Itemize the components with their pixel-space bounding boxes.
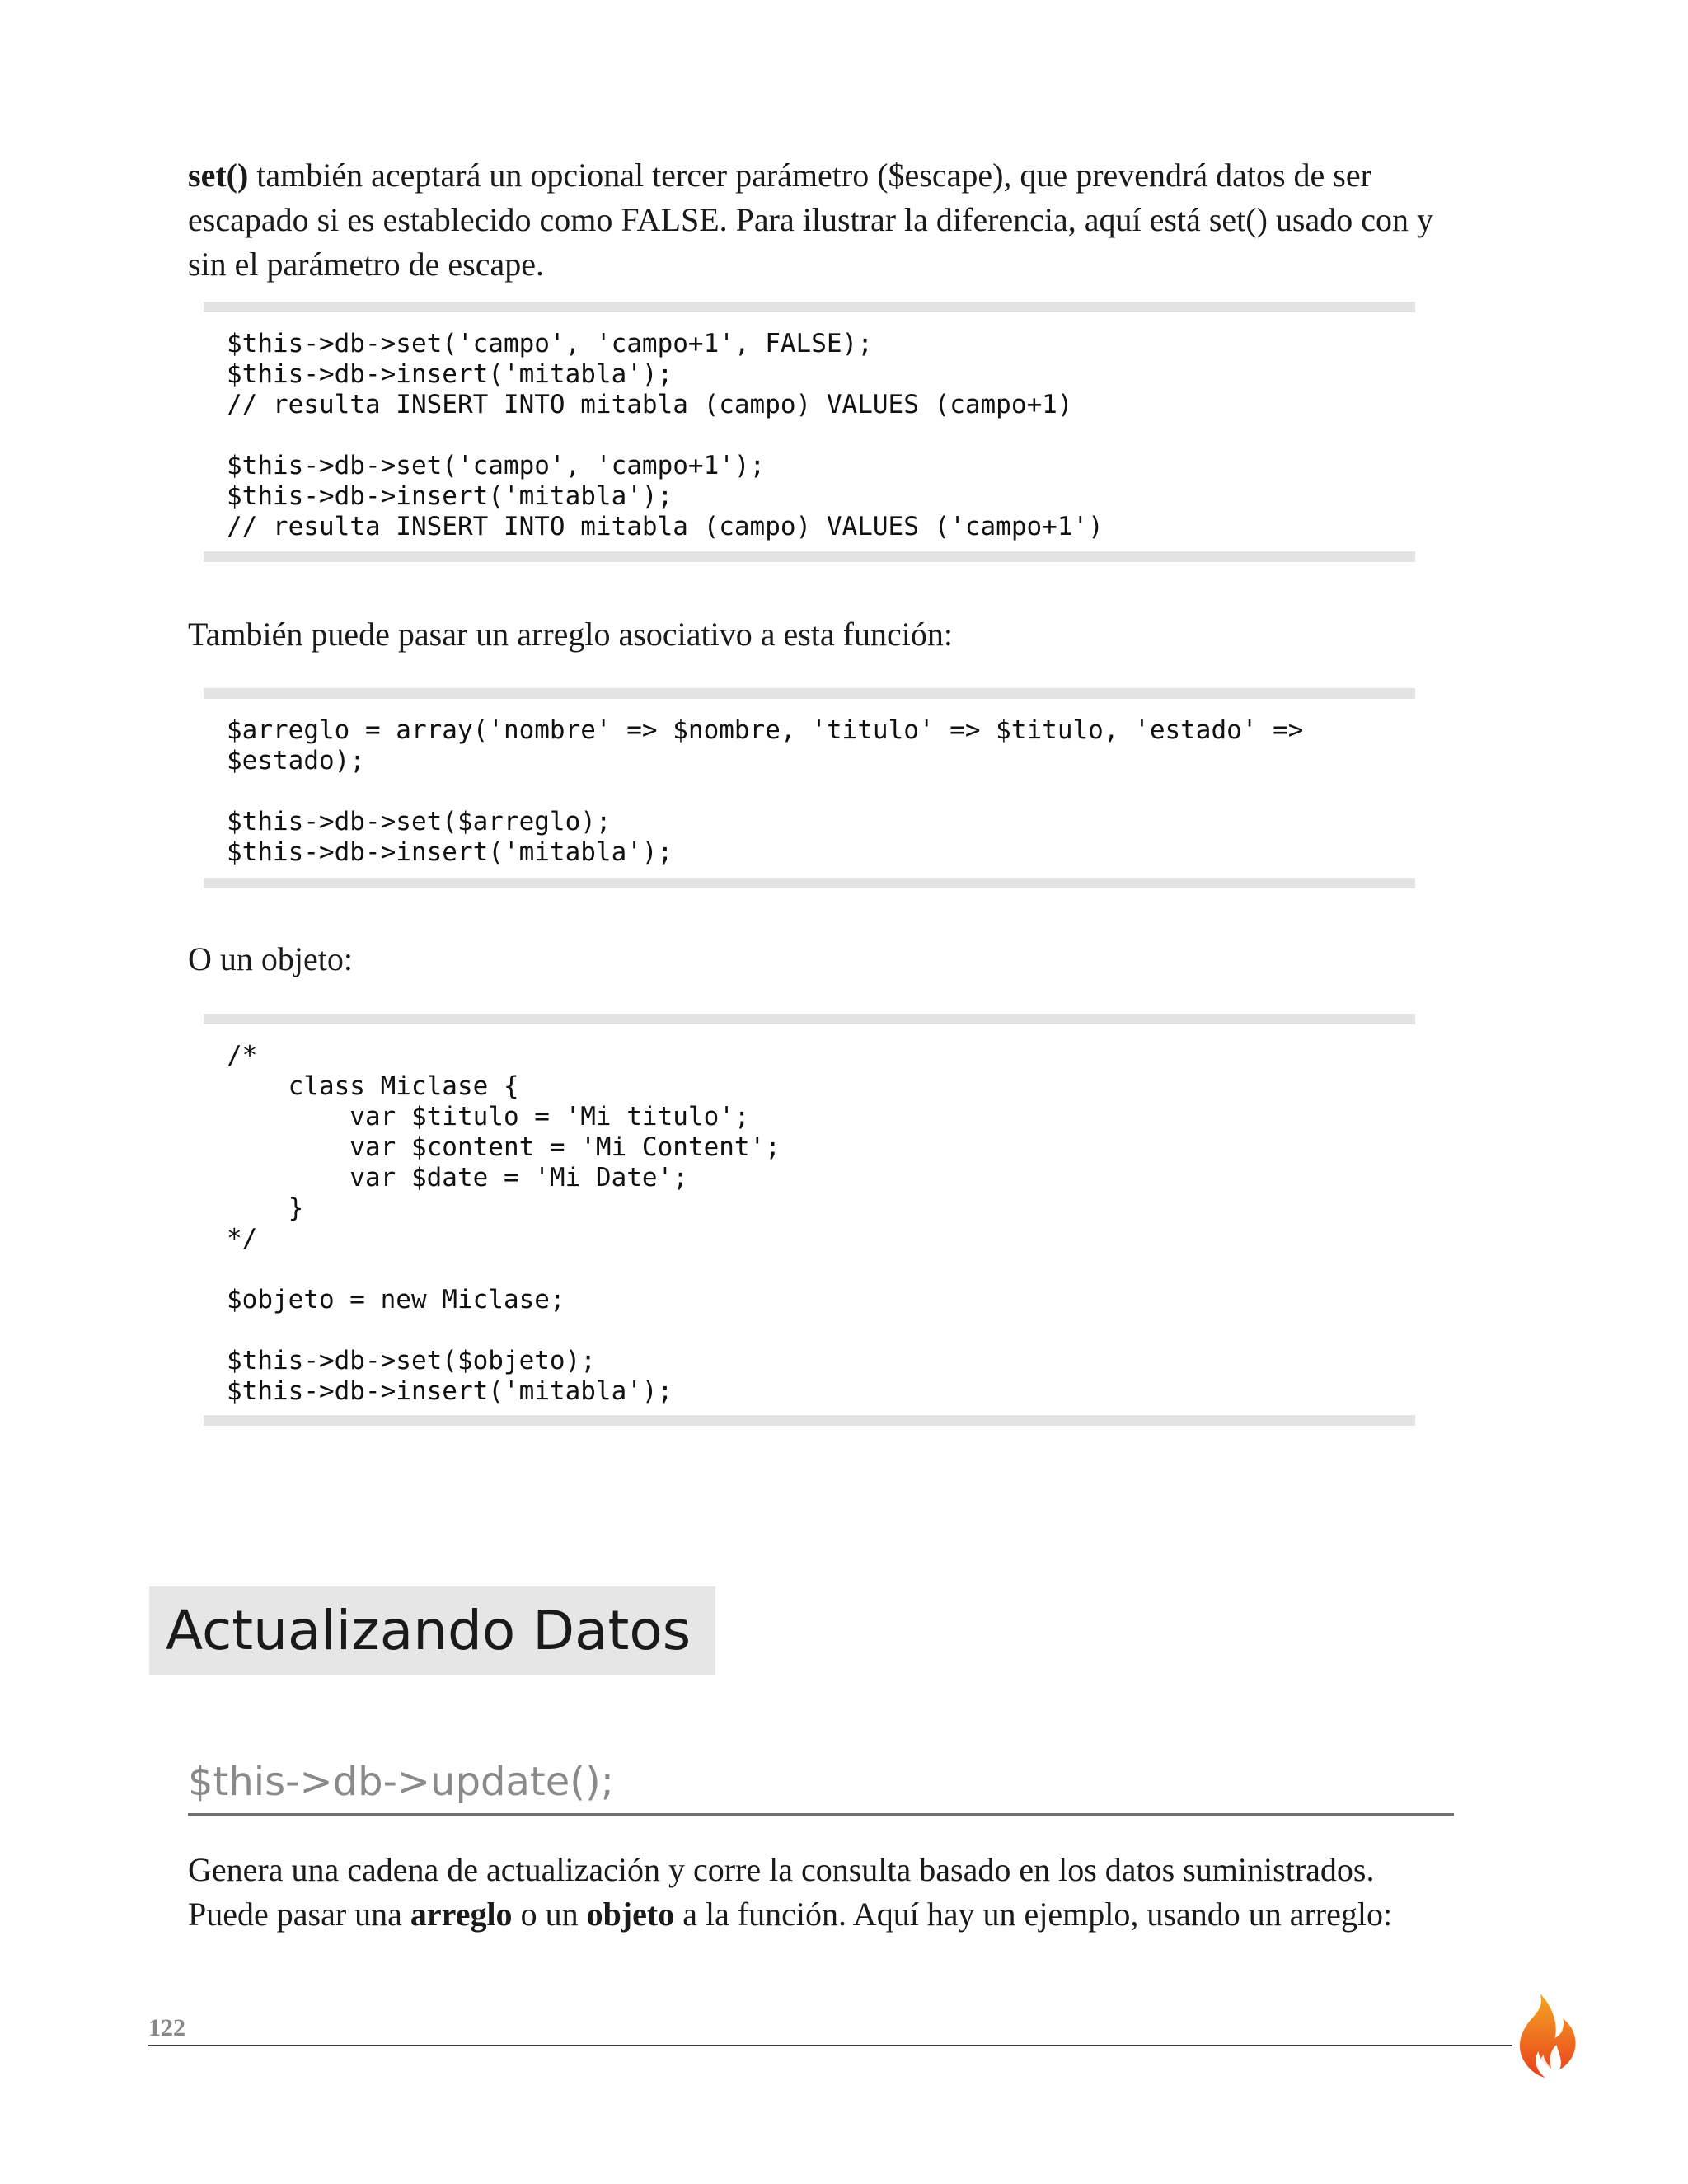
intro-bold-function: set() — [188, 157, 249, 194]
codeigniter-flame-icon — [1500, 1990, 1587, 2081]
code-text: /* class Miclase { var $titulo = 'Mi titulo'; var $content = 'Mi Content'; var $date = 'Mi Date'; } */ $objeto = new Miclase; $this->db->set($objeto); $this->db->insert('mitabla'); — [227, 1041, 781, 1406]
page-number: 122 — [148, 2014, 185, 2041]
code-block-object-example — [204, 1014, 1415, 1426]
code-block-escape-example — [204, 302, 1415, 562]
section-title: Actualizando Datos — [149, 1586, 715, 1675]
update-text-3: a la función. Aquí hay un ejemplo, usando un arreglo: — [674, 1896, 1393, 1933]
intro-paragraph — [188, 153, 1457, 287]
update-text-2: o un — [512, 1896, 587, 1933]
update-bold-object: objeto — [586, 1896, 675, 1933]
footer-rule — [148, 2045, 1512, 2046]
update-bold-array: arreglo — [410, 1896, 513, 1933]
code-text: $this->db->set('campo', 'campo+1', FALSE); $this->db->insert('mitabla'); // resulta INSERT INTO mitabla (campo) VALUES (campo+1) $this->db->set('campo', 'campo+1'); $this->db->insert('mitabla'); // resulta INSERT INTO mitabla (campo) VALUES ('campo+1') — [227, 329, 1104, 541]
intro-text: también aceptará un opcional tercer parámetro ($escape), que prevendrá datos de ser escapado si es establecido como FALSE. Para ilustrar la diferencia, aquí está set() usado con y sin el parámetro de escape. — [188, 157, 1433, 283]
update-description-paragraph — [188, 1848, 1457, 1937]
object-paragraph: O un objeto: — [188, 940, 353, 977]
associative-array-paragraph: También puede pasar un arreglo asociativo a esta función: — [188, 616, 953, 653]
subsection-title: $this->db->update(); — [188, 1751, 1454, 1816]
code-block-array-example — [204, 688, 1415, 888]
code-text: $arreglo = array('nombre' => $nombre, 'titulo' => $titulo, 'estado' => $estado); $this->db->set($arreglo); $this->db->insert('mitabla'); — [227, 715, 1304, 867]
update-text-1: Genera una cadena de actualización y corre la consulta basado en los datos suministrados. Puede pasar una — [188, 1851, 1375, 1933]
